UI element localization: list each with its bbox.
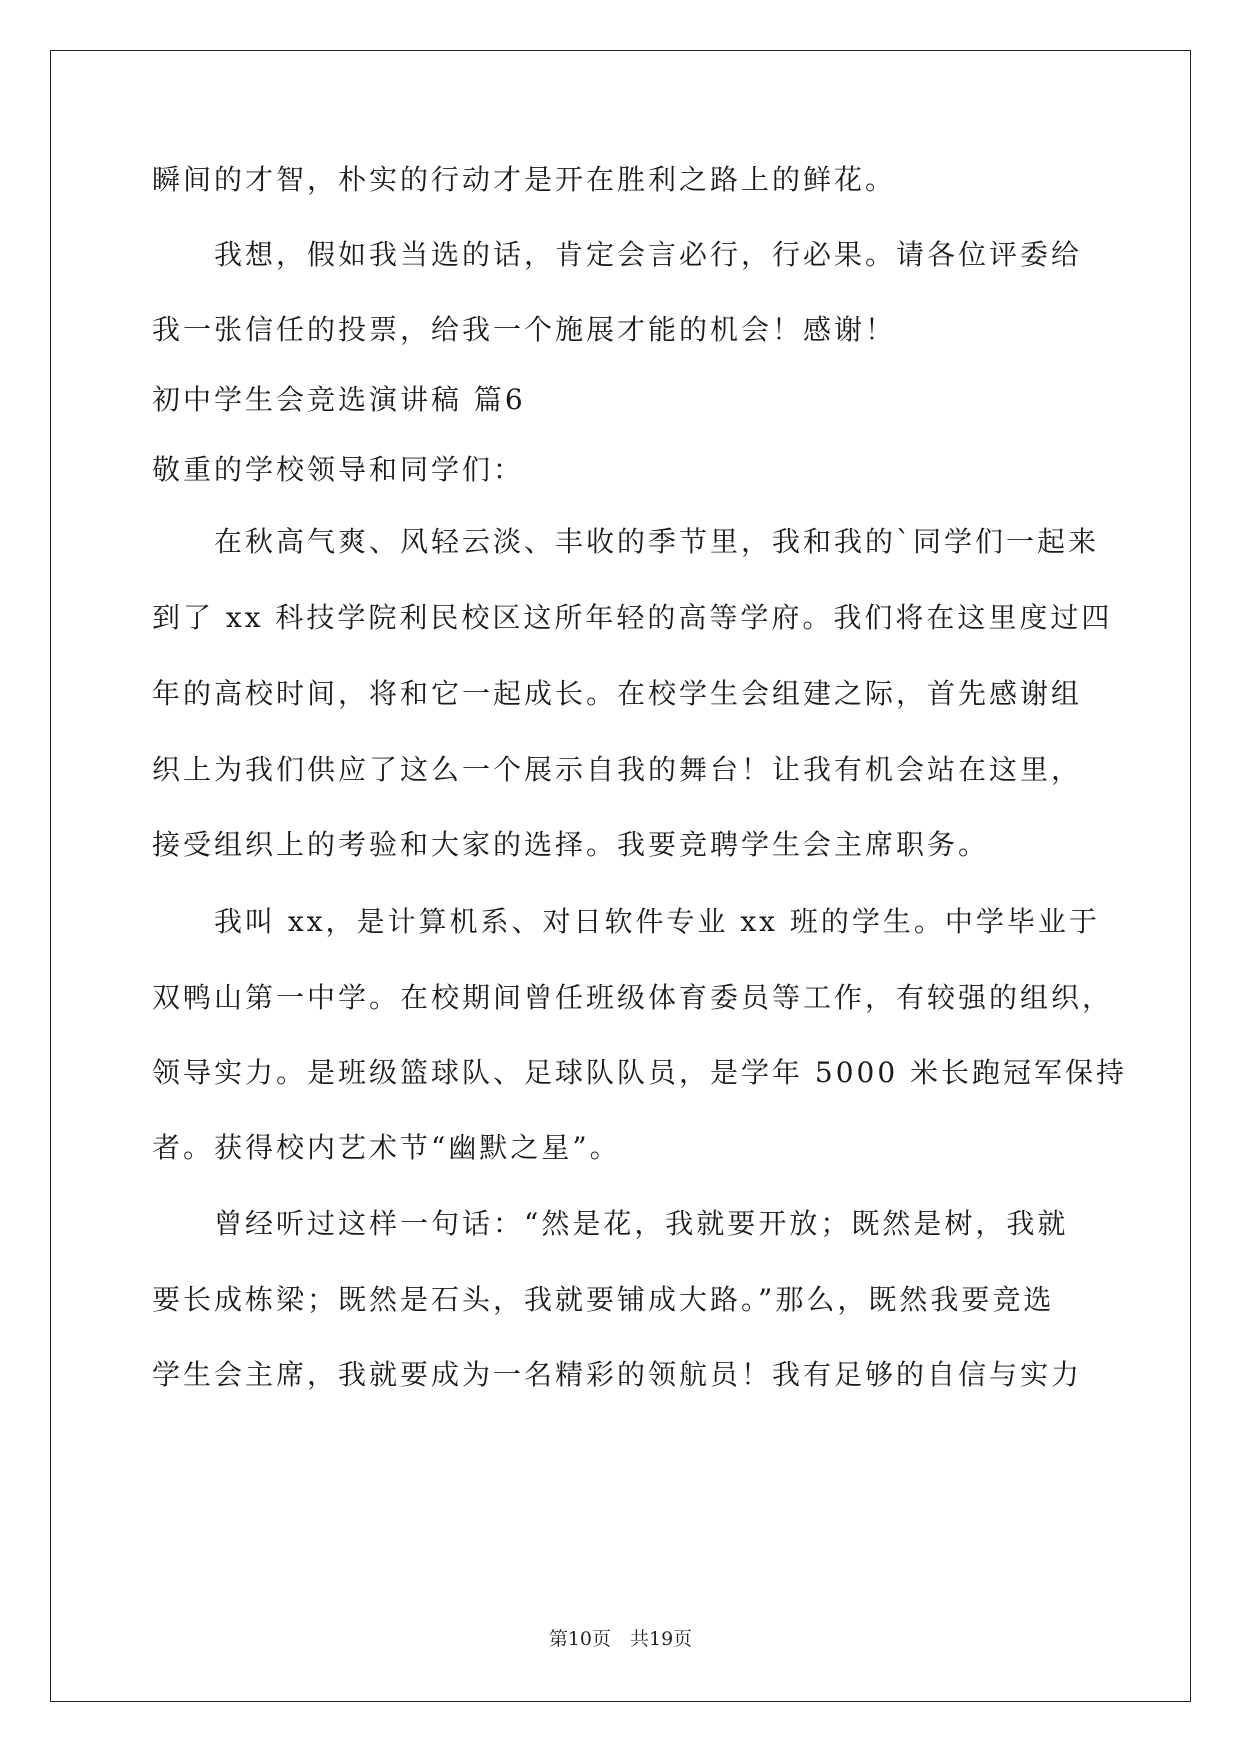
text-line: 瞬间的才智，朴实的行动才是开在胜利之路上的鲜花。	[152, 163, 897, 196]
paragraph-start-line: 在秋高气爽、风轻云淡、丰收的季节里，我和我的`同学们一起来	[214, 525, 1100, 558]
section-heading: 初中学生会竞选演讲稿 篇6	[152, 383, 526, 416]
text-line: 接受组织上的考验和大家的选择。我要竞聘学生会主席职务。	[152, 828, 990, 861]
text-line: 我一张信任的投票，给我一个施展才能的机会！感谢！	[152, 313, 897, 346]
text-line: 到了 xx 科技学院利民校区这所年轻的高等学府。我们将在这里度过四	[152, 601, 1113, 634]
paragraph-start-line: 我叫 xx，是计算机系、对日软件专业 xx 班的学生。中学毕业于	[214, 905, 1100, 938]
text-line: 双鸭山第一中学。在校期间曾任班级体育委员等工作，有较强的组织，	[152, 981, 1114, 1014]
text-line: 者。获得校内艺术节“幽默之星”。	[152, 1131, 621, 1164]
paragraph-start-line: 我想，假如我当选的话，肯定会言必行，行必果。请各位评委给	[214, 238, 1083, 271]
page-number-footer: 第10页 共19页	[548, 1628, 693, 1650]
text-line: 年的高校时间，将和它一起成长。在校学生会组建之际，首先感谢组	[152, 677, 1083, 710]
text-line: 领导实力。是班级篮球队、足球队队员，是学年 5000 米长跑冠军保持	[152, 1056, 1128, 1089]
text-line: 要长成栋梁；既然是石头，我就要铺成大路。”那么，既然我要竞选	[152, 1283, 1055, 1316]
text-line: 织上为我们供应了这么一个展示自我的舞台！让我有机会站在这里，	[152, 753, 1083, 786]
salutation: 敬重的学校领导和同学们：	[152, 453, 525, 486]
paragraph-start-line: 曾经听过这样一句话：“然是花，我就要开放；既然是树，我就	[214, 1207, 1069, 1240]
page-border	[50, 50, 1191, 1702]
text-line: 学生会主席，我就要成为一名精彩的领航员！我有足够的自信与实力	[152, 1358, 1083, 1391]
